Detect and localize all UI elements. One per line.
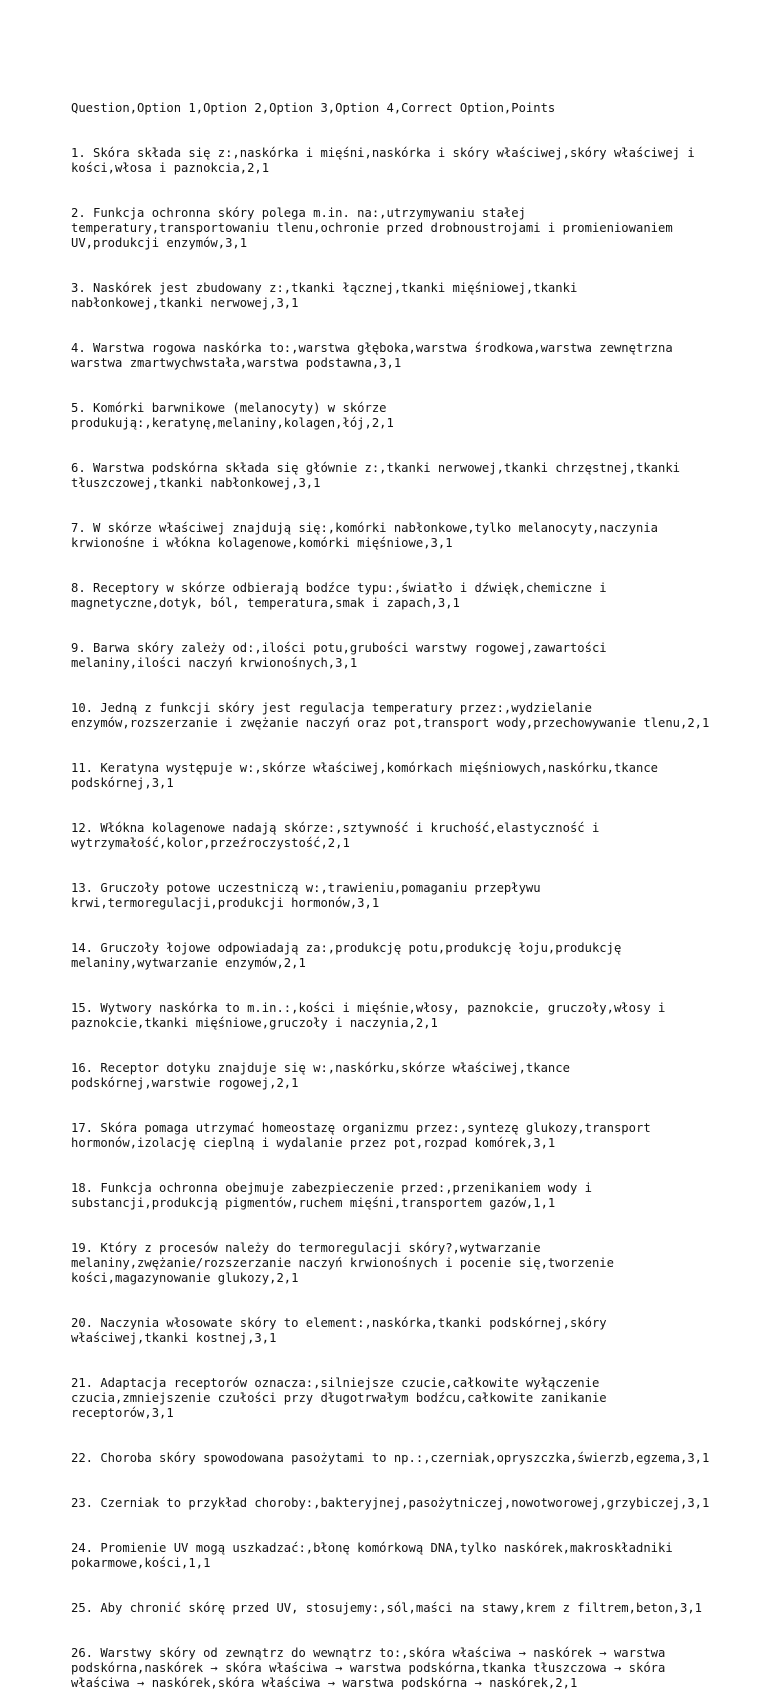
csv-row-17: 17. Skóra pomaga utrzymać homeostazę organizmu przez:,syntezę glukozy,transport hormonów,izolację cieplną i wydalanie przez pot,rozpad komórek,3,1 <box>71 1121 659 1150</box>
csv-row-7: 7. W skórze właściwej znajdują się:,komórki nabłonkowe,tylko melanocyty,naczynia krwionośne i włókna kolagenowe,komórki mięśniowe,3,1 <box>71 521 666 550</box>
csv-row-19: 19. Który z procesów należy do termoregulacji skóry?,wytwarzanie melaniny,zwężanie/rozszerzanie naczyń krwionośnych i pocenie się,tworzenie kości,magazynowanie glukozy,2,1 <box>71 1241 622 1285</box>
csv-row-18: 18. Funkcja ochronna obejmuje zabezpieczenie przed:,przenikaniem wody i substancji,produkcją pigmentów,ruchem mięśni,transportem gazów,1,1 <box>71 1181 600 1210</box>
csv-row-13: 13. Gruczoły potowe uczestniczą w:,trawieniu,pomaganiu przepływu krwi,termoregulacji,produkcji hormonów,3,1 <box>71 881 548 910</box>
csv-row-25: 25. Aby chronić skórę przed UV, stosujemy:,sól,maści na stawy,krem z filtrem,beton,3,1 <box>71 1601 703 1615</box>
csv-row-23: 23. Czerniak to przykład choroby:,bakteryjnej,pasożytniczej,nowotworowej,grzybiczej,3,1 <box>71 1496 710 1510</box>
csv-row-20: 20. Naczynia włosowate skóry to element:,naskórka,tkanki podskórnej,skóry właściwej,tkanki kostnej,3,1 <box>71 1316 614 1345</box>
csv-row-6: 6. Warstwa podskórna składa się głównie z:,tkanki nerwowej,tkanki chrzęstnej,tkanki tłuszczowej,tkanki nabłonkowej,3,1 <box>71 461 688 490</box>
csv-row-22: 22. Choroba skóry spowodowana pasożytami to np.:,czerniak,opryszczka,świerzb,egzema,3,1 <box>71 1451 710 1465</box>
csv-row-9: 9. Barwa skóry zależy od:,ilości potu,grubości warstwy rogowej,zawartości melaniny,ilości naczyń krwionośnych,3,1 <box>71 641 614 670</box>
csv-row-2: 2. Funkcja ochronna skóry polega m.in. na:,utrzymywaniu stałej temperatury,transportowaniu tlenu,ochronie przed drobnoustrojami i promieniowaniem UV,produkcji enzymów,3,1 <box>71 206 681 250</box>
csv-row-12: 12. Włókna kolagenowe nadają skórze:,sztywność i kruchość,elastyczność i wytrzymałość,kolor,przeźroczystość,2,1 <box>71 821 607 850</box>
csv-row-10: 10. Jedną z funkcji skóry jest regulacja temperatury przez:,wydzielanie enzymów,rozszerzanie i zwężanie naczyń oraz pot,transport wody,przechowywanie tlenu,2,1 <box>71 701 710 730</box>
csv-row-14: 14. Gruczoły łojowe odpowiadają za:,produkcję potu,produkcję łoju,produkcję melaniny,wytwarzanie enzymów,2,1 <box>71 941 629 970</box>
csv-row-11: 11. Keratyna występuje w:,skórze właściwej,komórkach mięśniowych,naskórku,tkance podskórnej,3,1 <box>71 761 666 790</box>
csv-row-4: 4. Warstwa rogowa naskórka to:,warstwa głęboka,warstwa środkowa,warstwa zewnętrzna warstwa zmartwychwstała,warstwa podstawna,3,1 <box>71 341 681 370</box>
csv-row-8: 8. Receptory w skórze odbierają bodźce typu:,światło i dźwięk,chemiczne i magnetyczne,dotyk, ból, temperatura,smak i zapach,3,1 <box>71 581 614 610</box>
csv-row-15: 15. Wytwory naskórka to m.in.:,kości i mięśnie,włosy, paznokcie, gruczoły,włosy i paznokcie,tkanki mięśniowe,gruczoły i naczynia,2,1 <box>71 1001 673 1030</box>
csv-row-1: 1. Skóra składa się z:,naskórka i mięśni,naskórka i skóry właściwej,skóry właściwej i kości,włosa i paznokcia,2,1 <box>71 146 703 175</box>
csv-row-24: 24. Promienie UV mogą uszkadzać:,błonę komórkową DNA,tylko naskórek,makroskładniki pokarmowe,kości,1,1 <box>71 1541 681 1570</box>
csv-row-3: 3. Naskórek jest zbudowany z:,tkanki łącznej,tkanki mięśniowej,tkanki nabłonkowej,tkanki nerwowej,3,1 <box>71 281 585 310</box>
csv-row-16: 16. Receptor dotyku znajduje się w:,naskórku,skórze właściwej,tkance podskórnej,warstwie rogowej,2,1 <box>71 1061 578 1090</box>
csv-document <box>71 71 711 1706</box>
csv-row-5: 5. Komórki barwnikowe (melanocyty) w skórze produkują:,keratynę,melaniny,kolagen,łój,2,1 <box>71 401 394 430</box>
csv-row-21: 21. Adaptacja receptorów oznacza:,silniejsze czucie,całkowite wyłączenie czucia,zmniejszenie czułości przy długotrwałym bodźcu,całkowite zanikanie receptorów,3,1 <box>71 1376 614 1420</box>
csv-row-26: 26. Warstwy skóry od zewnątrz do wewnątrz to:,skóra właściwa → naskórek → warstwa podskórna,naskórek → skóra właściwa → warstwa podskórna,tkanka tłuszczowa → skóra właściwa → naskórek,skóra właściwa → warstwa podskórna → naskórek,2,1 <box>71 1646 673 1690</box>
csv-header-line: Question,Option 1,Option 2,Option 3,Option 4,Correct Option,Points <box>71 101 556 115</box>
